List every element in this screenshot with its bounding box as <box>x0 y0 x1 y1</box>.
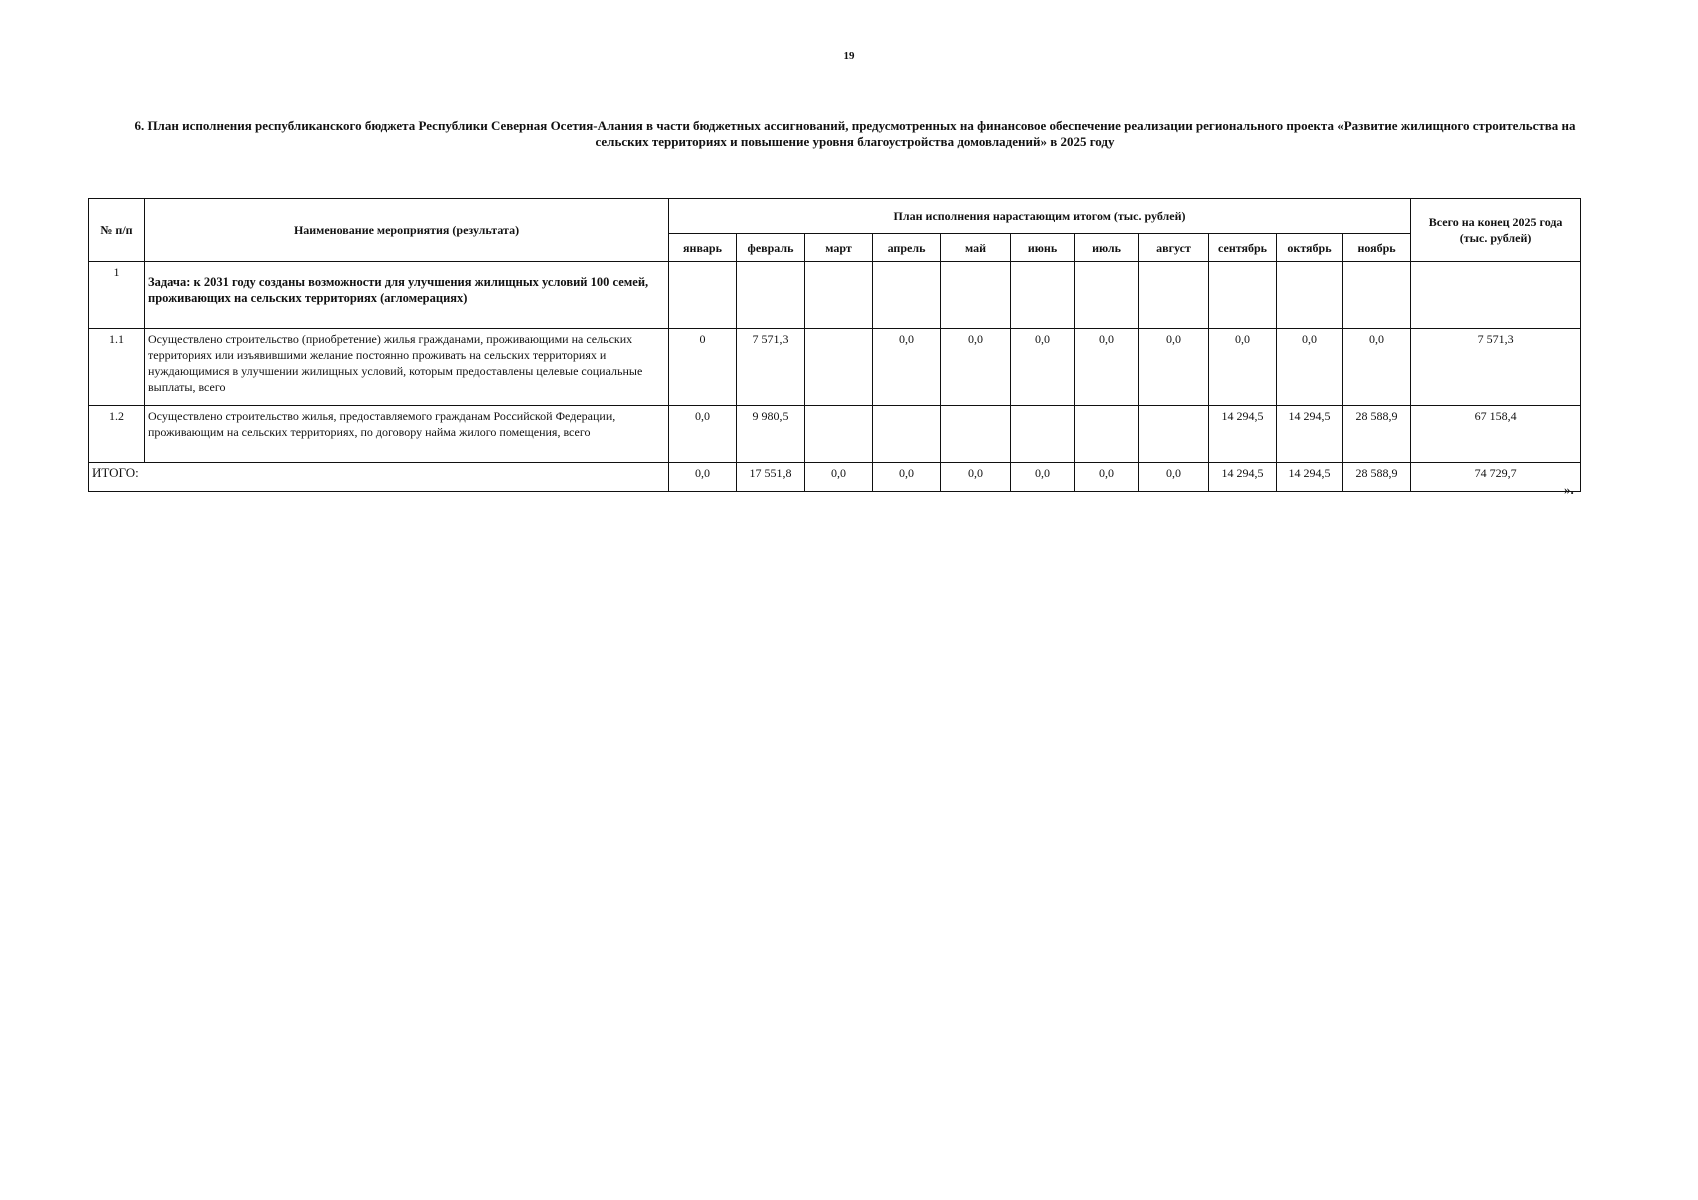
row-num: 1.2 <box>89 406 145 463</box>
row-value: 0,0 <box>1139 329 1209 406</box>
row-value <box>1343 262 1411 329</box>
total-value: 17 551,8 <box>737 463 805 492</box>
row-name: Осуществлено строительство жилья, предоставляемого гражданам Российской Федерации, проживающим на сельских территориях, по договору найма жилого помещения, всего <box>145 406 669 463</box>
row-value <box>1209 262 1277 329</box>
row-value: 0,0 <box>1343 329 1411 406</box>
row-name: Задача: к 2031 году созданы возможности для улучшения жилищных условий 100 семей, проживающих на сельских территориях (агломерациях) <box>145 262 669 329</box>
row-value <box>941 262 1011 329</box>
row-num: 1.1 <box>89 329 145 406</box>
row-value <box>873 262 941 329</box>
row-value: 14 294,5 <box>1277 406 1343 463</box>
row-value <box>1277 262 1343 329</box>
row-value <box>873 406 941 463</box>
row-value: 0,0 <box>669 406 737 463</box>
row-value <box>669 262 737 329</box>
total-value: 0,0 <box>873 463 941 492</box>
header-month: март <box>805 234 873 262</box>
row-total <box>1411 262 1581 329</box>
row-value: 0,0 <box>1075 329 1139 406</box>
total-value: 0,0 <box>941 463 1011 492</box>
row-value <box>1011 262 1075 329</box>
header-month: сентябрь <box>1209 234 1277 262</box>
row-value <box>1075 406 1139 463</box>
table-row <box>89 329 1581 406</box>
header-total: Всего на конец 2025 года (тыс. рублей) <box>1411 199 1581 262</box>
header-month: август <box>1139 234 1209 262</box>
row-value <box>941 406 1011 463</box>
header-month: октябрь <box>1277 234 1343 262</box>
total-value: 14 294,5 <box>1209 463 1277 492</box>
header-month: май <box>941 234 1011 262</box>
row-value <box>805 329 873 406</box>
row-num: 1 <box>89 262 145 329</box>
row-value: 0,0 <box>1011 329 1075 406</box>
budget-plan-table <box>88 198 1581 492</box>
row-value: 28 588,9 <box>1343 406 1411 463</box>
row-value <box>805 406 873 463</box>
total-value: 0,0 <box>1075 463 1139 492</box>
row-value <box>1139 262 1209 329</box>
row-total: 7 571,3 <box>1411 329 1581 406</box>
row-value <box>1139 406 1209 463</box>
row-value: 0 <box>669 329 737 406</box>
header-name: Наименование мероприятия (результата) <box>145 199 669 262</box>
table-row <box>89 406 1581 463</box>
header-month: апрель <box>873 234 941 262</box>
total-label: ИТОГО: <box>89 463 669 492</box>
row-value: 0,0 <box>941 329 1011 406</box>
table-row-task <box>89 262 1581 329</box>
header-month: ноябрь <box>1343 234 1411 262</box>
row-value: 14 294,5 <box>1209 406 1277 463</box>
total-value: 0,0 <box>669 463 737 492</box>
header-num: № п/п <box>89 199 145 262</box>
row-value <box>1011 406 1075 463</box>
row-total: 67 158,4 <box>1411 406 1581 463</box>
total-value: 28 588,9 <box>1343 463 1411 492</box>
document-title: 6. План исполнения республиканского бюджета Республики Северная Осетия-Алания в части бюджетных ассигнований, предусмотренных на финансовое обеспечение реализации регионального проекта «Развитие жилищного строительства на сельских территориях и повышение уровня благоустройства домовладений» в 2025 году <box>134 118 1576 149</box>
page-number: 19 <box>843 50 855 62</box>
header-month: июль <box>1075 234 1139 262</box>
row-value: 0,0 <box>1209 329 1277 406</box>
total-value: 14 294,5 <box>1277 463 1343 492</box>
header-month: январь <box>669 234 737 262</box>
row-value: 7 571,3 <box>737 329 805 406</box>
row-value: 0,0 <box>1277 329 1343 406</box>
total-value: 0,0 <box>1139 463 1209 492</box>
table-row-total <box>89 463 1581 492</box>
row-name: Осуществлено строительство (приобретение) жилья гражданами, проживающими на сельских территориях или изъявившими желание постоянно проживать на сельских территориях и нуждающимися в улучшении жилищных условий, которым предоставлены целевые социальные выплаты, всего <box>145 329 669 406</box>
row-value: 9 980,5 <box>737 406 805 463</box>
row-value <box>1075 262 1139 329</box>
total-value: 0,0 <box>1011 463 1075 492</box>
row-value <box>805 262 873 329</box>
row-value <box>737 262 805 329</box>
grand-total: 74 729,7 <box>1411 463 1581 492</box>
closing-quote: ». <box>1564 482 1574 497</box>
header-month: февраль <box>737 234 805 262</box>
header-plan: План исполнения нарастающим итогом (тыс. рублей) <box>669 199 1411 234</box>
header-month: июнь <box>1011 234 1075 262</box>
total-value: 0,0 <box>805 463 873 492</box>
row-value: 0,0 <box>873 329 941 406</box>
